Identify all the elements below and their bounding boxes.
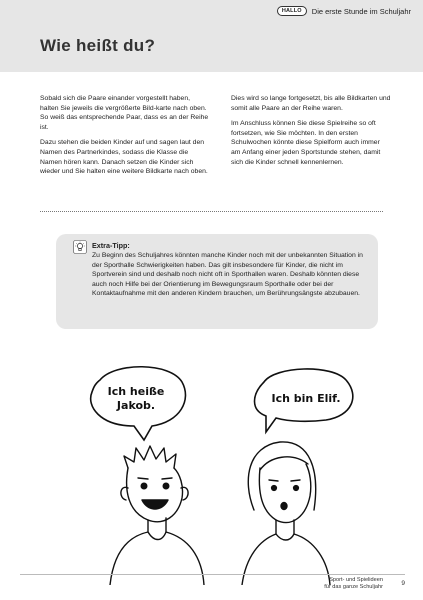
girl-figure xyxy=(242,442,330,585)
boy-figure xyxy=(110,446,204,585)
section-tag xyxy=(277,6,411,16)
left-column xyxy=(40,94,210,183)
section-title: Die erste Stunde im Schuljahr xyxy=(311,6,411,16)
footer-book-title xyxy=(324,577,383,591)
page-title: Wie heißt du? xyxy=(40,36,156,55)
tip-text xyxy=(92,241,372,298)
tip-body: Zu Beginn des Schuljahres könnten manche Kinder noch mit der unbekannten Situation in der Sporthalle Schwierigkeiten haben. Das gilt insbesondere für Kinder, die nicht im Sportverein sind und deshalb noch nicht oft in Sporthallen waren. Deshalb könnten diese auch noch Hilfe bei der Orientierung im Bewegungsraum Sporthalle oder bei der Kontaktaufnahme mit den anderen Kindern brauchen, um Berührungsängste abzubauen. xyxy=(92,252,363,298)
footer-divider xyxy=(20,574,405,575)
paragraph: Dies wird so lange fortgesetzt, bis alle Bildkarten und somit alle Paare an der Reihe waren. xyxy=(231,95,391,112)
tip-title: Extra-Tipp: xyxy=(92,241,130,250)
paragraph: Dazu stehen die beiden Kinder auf und sagen laut den Namen des Partnerkindes, sodass die Klasse die Namen hören kann. Danach setzen die Kinder sich wieder und Sie halten eine weitere Bildkarte nach oben. xyxy=(40,139,208,176)
footer-line-1: Sport- und Spielideen xyxy=(329,577,383,583)
footer-line-2: für das ganze Schuljahr xyxy=(324,584,383,590)
speech-left-line1: Ich heiße xyxy=(107,385,165,398)
speech-left-line2: Jakob. xyxy=(116,399,156,412)
hallo-badge: HALLO xyxy=(277,6,307,16)
dotted-divider xyxy=(40,211,383,212)
lightbulb-icon xyxy=(73,240,87,254)
paragraph: Sobald sich die Paare einander vorgestellt haben, halten Sie jeweils die vergrößerte Bild-karte nach oben. So weiß das entsprechende Paar, dass es an der Reihe ist. xyxy=(40,95,209,131)
paragraph: Im Anschluss können Sie diese Spielreihe so oft fortsetzen, wie Sie möchten. In den ersten Schulwochen könnte diese Spielform auch immer am Anfang einer jeden Sportstunde stehen, damit sich die Kinder schnell kennenlernen. xyxy=(231,120,381,166)
speech-right-text: Ich bin Elif. xyxy=(271,392,341,405)
page-number: 9 xyxy=(401,580,405,587)
page-header xyxy=(0,0,423,72)
speech-left-text xyxy=(96,385,176,413)
right-column xyxy=(231,94,391,173)
